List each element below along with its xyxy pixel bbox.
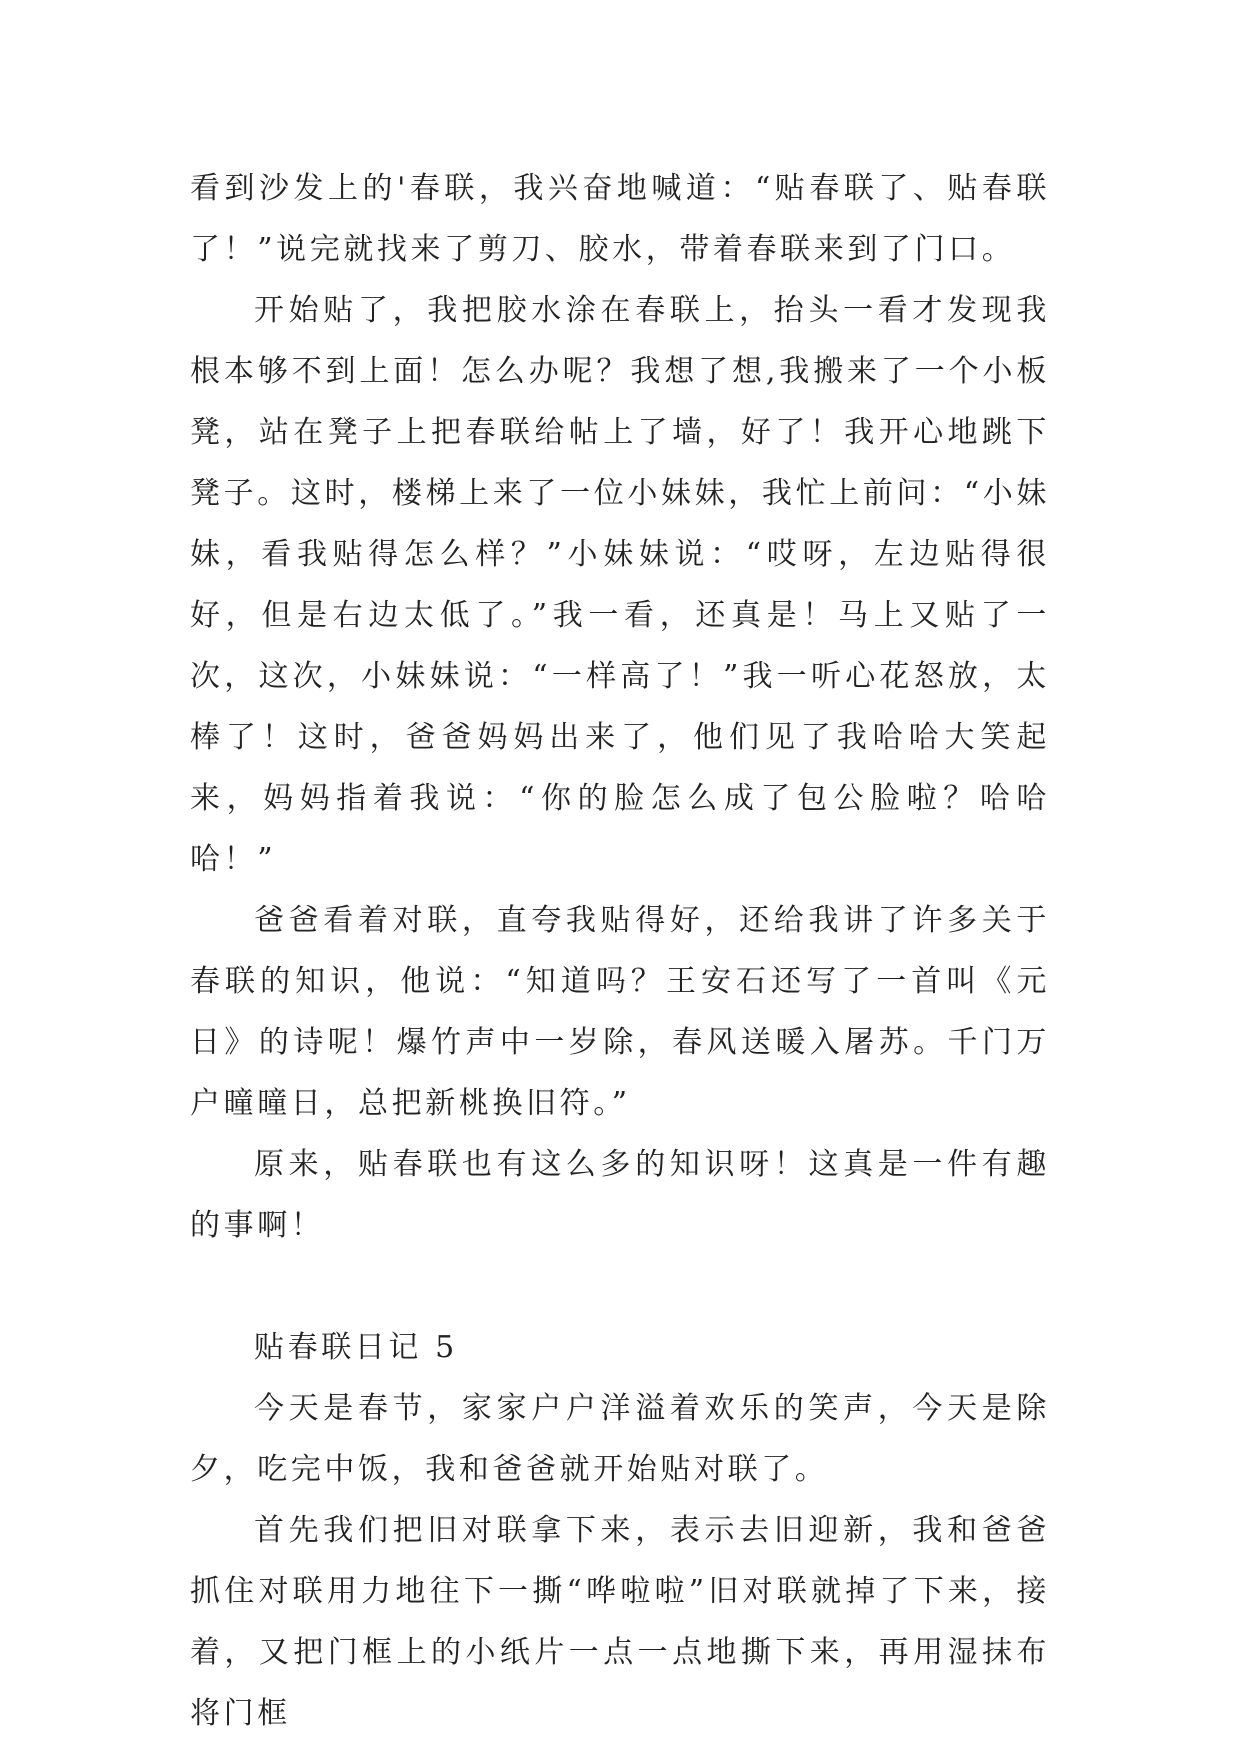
paragraph-pasting: 开始贴了，我把胶水涂在春联上，抬头一看才发现我根本够不到上面！怎么办呢？我想了想,我搬来了一个小板凳，站在凳子上把春联给帖上了墙，好了！我开心地跳下凳子。这时，楼梯上来了一位小妹妹，我忙上前问：“小妹妹，看我贴得怎么样？”小妹妹说：“哎呀，左边贴得很好，但是右边太低了。”我一看，还真是！马上又贴了一次，这次，小妹妹说：“一样高了！”我一听心花怒放，太棒了！这时，爸爸妈妈出来了，他们见了我哈哈大笑起来，妈妈指着我说：“你的脸怎么成了包公脸啦？哈哈哈！” bbox=[190, 293, 1050, 877]
paragraph-new-year-eve: 今天是春节，家家户户洋溢着欢乐的笑声，今天是除夕，吃完中饭，我和爸爸就开始贴对联了。 bbox=[190, 1391, 1050, 1487]
paragraph-conclusion: 原来，贴春联也有这么多的知识呀！这真是一件有趣的事啊！ bbox=[190, 1147, 1050, 1243]
section-spacer bbox=[190, 1256, 1050, 1317]
paragraph-remove-old: 首先我们把旧对联拿下来，表示去旧迎新，我和爸爸抓住对联用力地往下一撕“哗啦啦”旧对联就掉了下来，接着，又把门框上的小纸片一点一点地撕下来，再用湿抹布将门框 bbox=[190, 1513, 1050, 1731]
section-title: 贴春联日记 5 bbox=[254, 1330, 458, 1365]
paragraph-continued: 看到沙发上的'春联，我兴奋地喊道：“贴春联了、贴春联了！”说完就找来了剪刀、胶水，带着春联来到了门口。 bbox=[190, 171, 1050, 267]
paragraph-poem: 爸爸看着对联，直夸我贴得好，还给我讲了许多关于春联的知识，他说：“知道吗？王安石还写了一首叫《元日》的诗呢！爆竹声中一岁除，春风送暖入屠苏。千门万户曈曈日，总把新桃换旧符。” bbox=[190, 903, 1050, 1121]
document-body bbox=[190, 158, 1050, 1744]
